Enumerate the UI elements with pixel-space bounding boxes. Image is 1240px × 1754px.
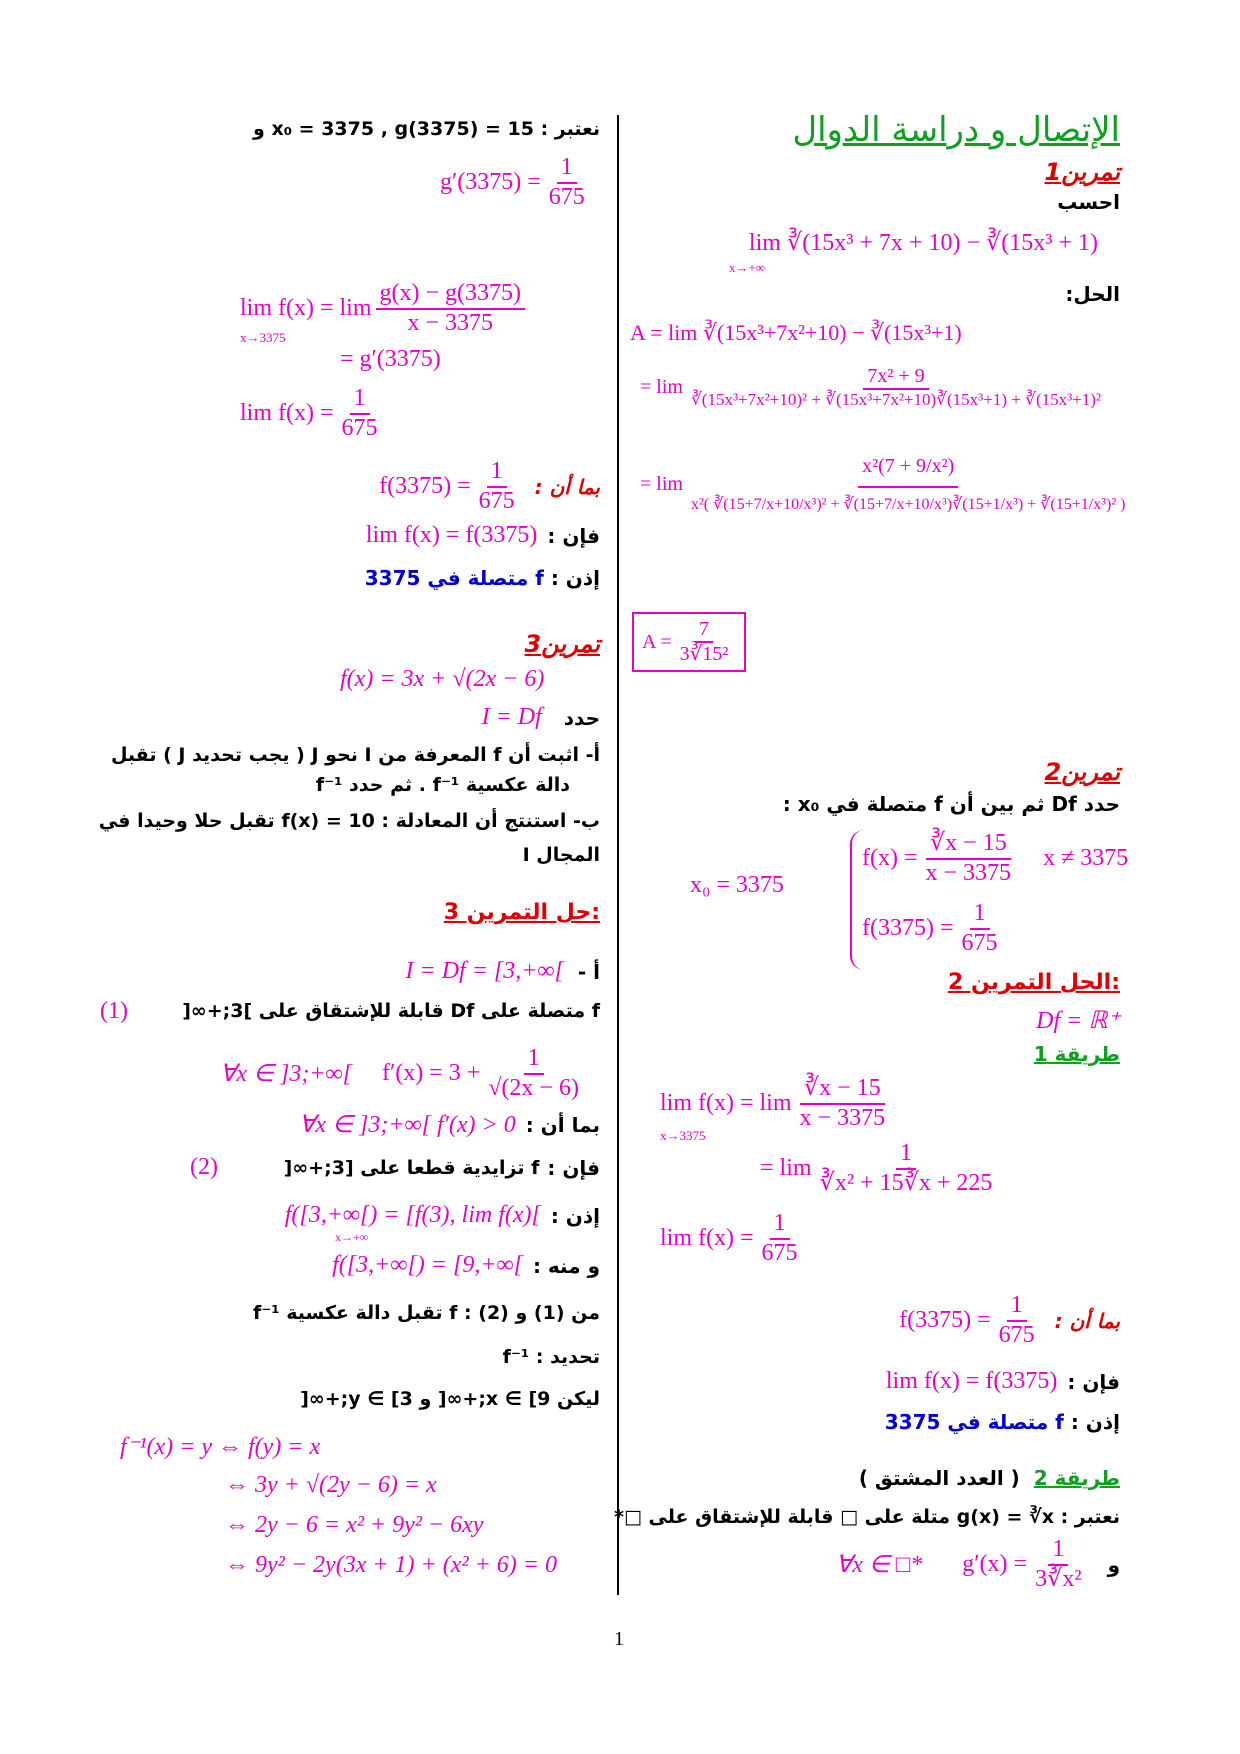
- left-since-left: f(3375) =: [379, 473, 471, 500]
- method2-heading: [859, 1466, 1120, 1490]
- since-den: 675: [998, 1321, 1035, 1348]
- sol-positive-line: [299, 1110, 600, 1139]
- A-line1: A = lim ∛(15x³+7x²+10) − ∛(15x³+1): [630, 320, 962, 345]
- exercise3-I: I = Df: [481, 704, 542, 730]
- m2-deriv-left: g′(x) =: [962, 1551, 1028, 1578]
- sol-pos-label: بما أن :: [525, 1112, 600, 1137]
- lim2-den: 675: [341, 414, 378, 441]
- A-line2-num: 7x² + 9: [863, 365, 928, 390]
- case2-den: 675: [961, 929, 998, 956]
- sol-img2-expr: f([3,+∞[) = [9,+∞[: [332, 1252, 523, 1278]
- case2-fraction: [958, 900, 1002, 957]
- A-line2-fraction: [687, 365, 1105, 410]
- m1-l3-fraction: [758, 1210, 802, 1267]
- sol-eq3: ⇔ 2y − 6 = x² + 9y² − 6xy: [225, 1512, 484, 1538]
- A-line2-den: ∛(15x³+7x²+10)² + ∛(15x³+7x²+10)∛(15x³+1) + ∛(15x³+1)²: [690, 390, 1102, 409]
- A-line3-fraction: [687, 455, 1130, 514]
- then-line: [886, 1368, 1120, 1395]
- left-since-line: [379, 458, 600, 515]
- case1-num: ∛x − 15: [926, 830, 1011, 860]
- sol-img-sub: x→+∞: [335, 1230, 369, 1244]
- method2-title: طريقة 2: [1033, 1466, 1120, 1490]
- sol-derivative-line: [220, 1045, 587, 1102]
- left-column: [80, 110, 600, 1600]
- left-hence-label: إذن :: [550, 566, 600, 590]
- exercise1-lim-sub: x→+∞: [728, 260, 765, 275]
- exercise3-function: f(x) = 3x + √(2x − 6): [340, 666, 545, 692]
- case1-left: f(x) =: [862, 845, 918, 872]
- A-line2: [640, 365, 1109, 410]
- exercise3-a-line2: دالة عكسية f⁻¹ . ثم حدد f⁻¹: [315, 774, 570, 796]
- right-column: [614, 110, 1160, 1600]
- case1-fraction: [922, 830, 1016, 887]
- sol-eq1: f⁻¹(x) = y ⇔ f(y) = x: [120, 1434, 321, 1460]
- exercise1-expr-text: lim ∛(15x³ + 7x + 10) − ∛(15x³ + 1): [748, 230, 1098, 256]
- m1-l1-fraction: [796, 1075, 890, 1132]
- lim2-num: 1: [350, 385, 370, 415]
- m2-deriv-fraction: [1031, 1536, 1086, 1593]
- sol-a-line: [406, 958, 601, 985]
- since-label: بما أن :: [1054, 1308, 1120, 1333]
- m1-l1-sub: x→3375: [660, 1128, 706, 1143]
- m1-l2-fraction: [816, 1140, 997, 1197]
- m2-deriv-num: 1: [1048, 1536, 1068, 1566]
- sol-incr-label: فإن :: [547, 1156, 600, 1180]
- left-then-line: [366, 522, 600, 549]
- sol-let-line: ليكن x ∈ [9;+∞[ و y ∈ [3;+∞[: [300, 1388, 600, 1410]
- m1-l1-left: lim f(x) = lim: [660, 1090, 792, 1117]
- sol-img2-label: و منه :: [532, 1253, 600, 1278]
- m1-l1-den: x − 3375: [799, 1104, 886, 1131]
- case2-num: 1: [970, 900, 990, 930]
- m1-l1-num: ∛x − 15: [800, 1075, 885, 1105]
- lim2-left: lim f(x) =: [240, 400, 334, 427]
- exercise2-title: تمرين2: [1044, 758, 1120, 786]
- exercise3-solution-title: حل التمرين 3:: [443, 900, 600, 925]
- sol-img-expr: f([3,+∞[) = [f(3), lim f(x)[: [284, 1202, 541, 1228]
- lim1-line: [240, 280, 529, 337]
- gprime-fraction: [545, 154, 589, 211]
- A-result-box: [632, 612, 746, 672]
- A-line2-lim: = lim: [640, 375, 683, 398]
- hence-line: [885, 1410, 1120, 1434]
- sol-deriv-left: f′(x) = 3 +: [381, 1060, 481, 1087]
- lim1-left: lim f(x) = lim: [240, 295, 372, 322]
- since-line: [899, 1292, 1120, 1349]
- sol-continuity: f متصلة على Df قابلة للإشتقاق على ]3;+∞[: [182, 1000, 600, 1022]
- gprime-den: 675: [548, 183, 585, 210]
- left-since-fraction: [475, 458, 519, 515]
- lim1-result: = g′(3375): [340, 346, 441, 372]
- left-since-label: بما أن :: [534, 474, 600, 499]
- exercise2-prompt: حدد Df ثم بين أن f متصلة في x₀ :: [782, 792, 1120, 816]
- sol-increasing-line: [284, 1156, 600, 1180]
- sol-from-line: من (1) و (2) : f تقبل دالة عكسية f⁻¹: [252, 1302, 600, 1324]
- since-num: 1: [1007, 1292, 1027, 1322]
- lim1-den: x − 3375: [407, 309, 494, 336]
- left-then-label: فإن :: [547, 523, 600, 548]
- exercise3-define: حدد: [563, 705, 600, 730]
- hence-text: f متصلة في 3375: [884, 1410, 1064, 1434]
- method1-line3: [660, 1210, 806, 1267]
- sol-determine-line: تحديد : f⁻¹: [502, 1346, 600, 1368]
- method2-line2: [836, 1536, 1120, 1593]
- exercise2-domain: Df = ℝ⁺: [1036, 1008, 1120, 1034]
- piecewise-case1: [862, 830, 1128, 887]
- sol-eq4: ⇔ 9y² − 2y(3x + 1) + (x² + 6) = 0: [225, 1552, 557, 1578]
- method2-forall: ∀x ∈ □*: [835, 1552, 923, 1579]
- method2-and: و: [1107, 1552, 1120, 1577]
- exercise1-prompt: احسب: [1057, 190, 1120, 214]
- exercise3-b-line2: المجال I: [522, 844, 600, 866]
- piecewise-case2: [862, 900, 1006, 957]
- exercise3-b-line1: ب- استنتج أن المعادلة : f(x) = 10 تقبل حلا وحيدا في: [98, 810, 600, 832]
- solution-label: الحل:: [1065, 282, 1120, 306]
- m1-l2-num: 1: [896, 1140, 916, 1170]
- case1-cond: x ≠ 3375: [1043, 845, 1129, 872]
- sol-tag1: (1): [100, 998, 128, 1024]
- m1-l3-num: 1: [770, 1210, 790, 1240]
- lim2-line: [240, 385, 386, 442]
- hence-label: إذن :: [1070, 1410, 1120, 1434]
- gprime-num: 1: [557, 154, 577, 184]
- page-title: الإتصال و دراسة الدوال: [792, 110, 1120, 150]
- left-since-num: 1: [487, 458, 507, 488]
- A-result-left: A =: [642, 630, 672, 653]
- sol-a-label: أ -: [577, 959, 600, 984]
- m1-l2-den: ∛x² + 15∛x + 225: [819, 1169, 993, 1196]
- A-line3-lim: = lim: [640, 473, 683, 496]
- sol-deriv-den: √(2x − 6): [488, 1074, 579, 1101]
- exercise2-solution-title: الحل التمرين 2:: [947, 970, 1120, 995]
- A-line3-num: x²(7 + 9/x²): [858, 455, 958, 488]
- column-divider: [617, 115, 619, 1595]
- m1-l2-left: = lim: [760, 1155, 812, 1182]
- gprime-left: g′(3375) =: [440, 169, 541, 196]
- lim2-fraction: [338, 385, 382, 442]
- since-expr: [899, 1292, 1043, 1349]
- exercise2-x0: x₀ = 3375: [690, 872, 784, 898]
- consider-line: نعتبر : x₀ = 3375 , g(3375) = 15 و: [253, 118, 600, 140]
- m2-deriv-den: 3∛x²: [1035, 1565, 1082, 1592]
- lim1-sub: x→3375: [240, 330, 286, 345]
- then-expr: lim f(x) = f(3375): [885, 1368, 1058, 1394]
- A-result-fraction: [676, 618, 733, 666]
- method2-deriv: [962, 1536, 1089, 1593]
- since-expr-left: f(3375) =: [899, 1307, 991, 1334]
- m1-l3-den: 675: [761, 1239, 798, 1266]
- left-hence-text: f متصلة في 3375: [364, 566, 544, 590]
- method1-line2: [760, 1140, 1000, 1197]
- sol-incr-text: f تزايدية قطعا على [3;+∞[: [283, 1157, 540, 1179]
- sol-tag2: (2): [190, 1154, 218, 1180]
- sol-img-label: إذن :: [550, 1203, 600, 1228]
- sol-deriv-fraction: [484, 1045, 583, 1102]
- left-since-den: 675: [478, 487, 515, 514]
- A-line3: [640, 455, 1133, 514]
- case1-den: x − 3375: [925, 859, 1012, 886]
- left-then-expr: lim f(x) = f(3375): [365, 522, 538, 548]
- sol-deriv-forall: ∀x ∈ ]3;+∞[: [220, 1061, 352, 1088]
- sol-pos-expr: ∀x ∈ ]3;+∞[ f′(x) > 0: [299, 1112, 516, 1138]
- left-since-expr: [379, 458, 523, 515]
- sol-a-expr: I = Df = [3,+∞[: [405, 958, 564, 984]
- method2-line1: نعتبر : g(x) = ∛x متلة على □ قابلة للإشتقاق على □*: [614, 1506, 1120, 1528]
- page-number: 1: [614, 1628, 624, 1650]
- exercise3-a-line1: أ- اثبت أن f المعرفة من I نحو J ( يجب تحديد J ) تقبل: [110, 744, 600, 766]
- sol-deriv-num: 1: [524, 1045, 544, 1075]
- method1-title: طريقة 1: [1033, 1042, 1120, 1066]
- sol-eq2: ⇔ 3y + √(2y − 6) = x: [225, 1472, 437, 1498]
- since-fraction: [995, 1292, 1039, 1349]
- A-result-num: 7: [695, 618, 713, 643]
- A-result-den: 3∛15²: [679, 643, 729, 665]
- lim1-num: g(x) − g(3375): [376, 280, 526, 310]
- exercise1-expression: [749, 228, 1098, 257]
- method2-note: ( العدد المشتق ): [858, 1466, 1020, 1490]
- method1-line1: [660, 1075, 893, 1132]
- case2-left: f(3375) =: [862, 915, 954, 942]
- A-line3-den: x²( ∛(15+7/x+10/x³)² + ∛(15+7/x+10/x³)∛(15+1/x³) + ∛(15+1/x³)² ): [690, 496, 1126, 513]
- left-hence-line: [365, 566, 600, 590]
- exercise3-define-line: [482, 704, 600, 731]
- m1-l3-left: lim f(x) =: [660, 1225, 754, 1252]
- gprime-line: [440, 154, 593, 211]
- sol-image2-line: [332, 1252, 600, 1279]
- sol-image-line: [285, 1202, 600, 1229]
- lim1-fraction: [376, 280, 526, 337]
- exercise3-title: تمرين3: [524, 630, 600, 658]
- exercise1-title: تمرين1: [1044, 158, 1120, 186]
- then-label: فإن :: [1067, 1369, 1120, 1394]
